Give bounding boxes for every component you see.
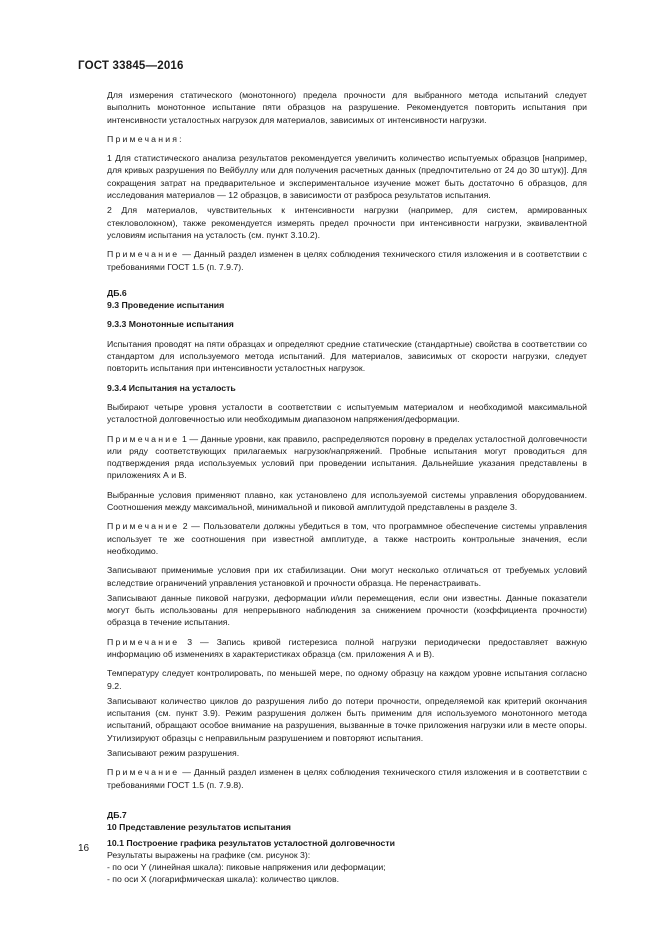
- subsection-heading: 9.3.4 Испытания на усталость: [107, 382, 236, 393]
- paragraph: Испытания проводят на пяти образцах и определяют средние статические (стандартные) свойства в соответствии со стандартом для используемого метода испытаний. Для материалов, зависимых от скорости нагрузки, следует повторить испытания при интенсивности усталостных нагрузок.: [107, 338, 587, 374]
- note-label: Примечание: [107, 521, 180, 532]
- paragraph: Записывают данные пиковой нагрузки, деформации и/или перемещения, если они известны. Данные показатели могут быть использованы для непрерывного наблюдения за снижением прочности (коэффициента прочности) образца в течение испытания.: [107, 592, 587, 628]
- note: [107, 520, 587, 557]
- note-label: Примечание: [107, 433, 180, 444]
- note-text: 3 — Запись кривой гистерезиса полной нагрузки периодически предоставляет важную информацию об изменениях в характеристиках образца (см. приложения А и В).: [107, 636, 587, 659]
- section-code: ДБ.7: [107, 809, 127, 820]
- section-code: ДБ.6: [107, 287, 127, 298]
- subsection-heading: 9.3.3 Монотонные испытания: [107, 319, 234, 330]
- paragraph: Записывают режим разрушения.: [107, 748, 240, 759]
- note-item: 1 Для статистического анализа результатов рекомендуется увеличить количество испытуемых образцов [например, для кривых разрушения по Вейбуллу или для получения расчетных данных (предпочтительно от 24 до 30 штук)]. Для сокращения затрат на предварительное и экспериментальное изучение может быть достаточно 6 образцов, для исследования материалов — 12 образцов, в зависимости от разброса результатов испытания.: [107, 153, 587, 201]
- section-heading: 9.3 Проведение испытания: [107, 300, 225, 311]
- note: [107, 636, 587, 661]
- paragraph: Для измерения статического (монотонного) предела прочности для выбранного метода испытаний следует выполнить монотонное испытание пяти образцов на разрушение. Рекомендуется повторить испытания при интенсивности усталостных нагрузок для материалов, зависимых от интенсивности нагрузки.: [107, 90, 587, 125]
- paragraph: Результаты выражены на графике (см. рисунок 3):: [107, 849, 311, 860]
- list-item: - по оси X (логарифмическая шкала): количество циклов.: [107, 874, 339, 885]
- note-label: Примечание: [107, 249, 180, 260]
- note-text: — Данный раздел изменен в целях соблюдения технического стиля изложения и в соответствии с требованиями ГОСТ 1.5 (п. 7.9.8).: [107, 767, 587, 790]
- note-text: 1 — Данные уровни, как правило, распределяются поровну в пределах усталостной долговечности или ряду соответствующих прилагаемых нагрузок/напряжений. Пробные испытания могут проводиться для подтверждения ряда используемых условий при проведении испытания. Дальнейшие указания представлены в приложениях А и В.: [107, 433, 587, 481]
- paragraph: Записывают применимые условия при их стабилизации. Они могут несколько отличаться от требуемых условий вследствие ограничений управления установкой и прочности образца. Не перенастраивать.: [107, 565, 587, 588]
- page-content: [107, 89, 587, 886]
- standard-header: ГОСТ 33845—2016: [78, 60, 184, 72]
- note: [107, 248, 587, 273]
- paragraph: Температуру следует контролировать, по меньшей мере, по одному образцу на каждом уровне испытания согласно 9.2.: [107, 668, 587, 691]
- paragraph: Записывают количество циклов до разрушения либо до потери прочности, определяемой как критерий окончания испытания (см. пункт 3.9). Режим разрушения должен быть применим для используемого монотонного метода испытаний, обращают особое внимание на разрушения, вызванные в точке приложения нагрузки или в месте опоры. Утилизируют образцы с неправильным разрушением и повторяют испытания.: [107, 695, 587, 743]
- list-item: - по оси Y (линейная шкала): пиковые напряжения или деформации;: [107, 862, 386, 873]
- note-item: 2 Для материалов, чувствительных к интенсивности нагрузки (например, для систем, армированных стекловолокном), также рекомендуется измерять предел прочности при интенсивности нагрузки, эквивалентной условиям испытания на усталость (см. пункт 3.10.2).: [107, 205, 587, 240]
- note-text: — Данный раздел изменен в целях соблюдения технического стиля изложения и в соответствии с требованиями ГОСТ 1.5 (п. 7.9.7).: [107, 249, 587, 272]
- note-text: 2 — Пользователи должны убедиться в том, что программное обеспечение системы управления использует те же соотношения при известной амплитуде, а также настроить контрольные значения, если необходимо.: [107, 521, 587, 556]
- note-label: Примечание: [107, 636, 180, 647]
- notes-heading: Примечания:: [107, 133, 184, 144]
- section-heading: 10 Представление результатов испытания: [107, 822, 291, 833]
- paragraph: Выбирают четыре уровня усталости в соответствии с испытуемым материалом и необходимой максимальной усталостной долговечностью или необходимым диапазоном напряжения/деформации.: [107, 401, 587, 425]
- subsection-heading: 10.1 Построение графика результатов усталостной долговечности: [107, 837, 395, 848]
- note-label: Примечание: [107, 767, 180, 778]
- paragraph: Выбранные условия применяют плавно, как установлено для используемой системы управления оборудованием. Соотношения между максимальной, минимальной и пиковой амплитудой представлены в разделе 3.: [107, 489, 587, 513]
- note: [107, 766, 587, 791]
- page-number: 16: [78, 843, 90, 854]
- note: [107, 433, 587, 482]
